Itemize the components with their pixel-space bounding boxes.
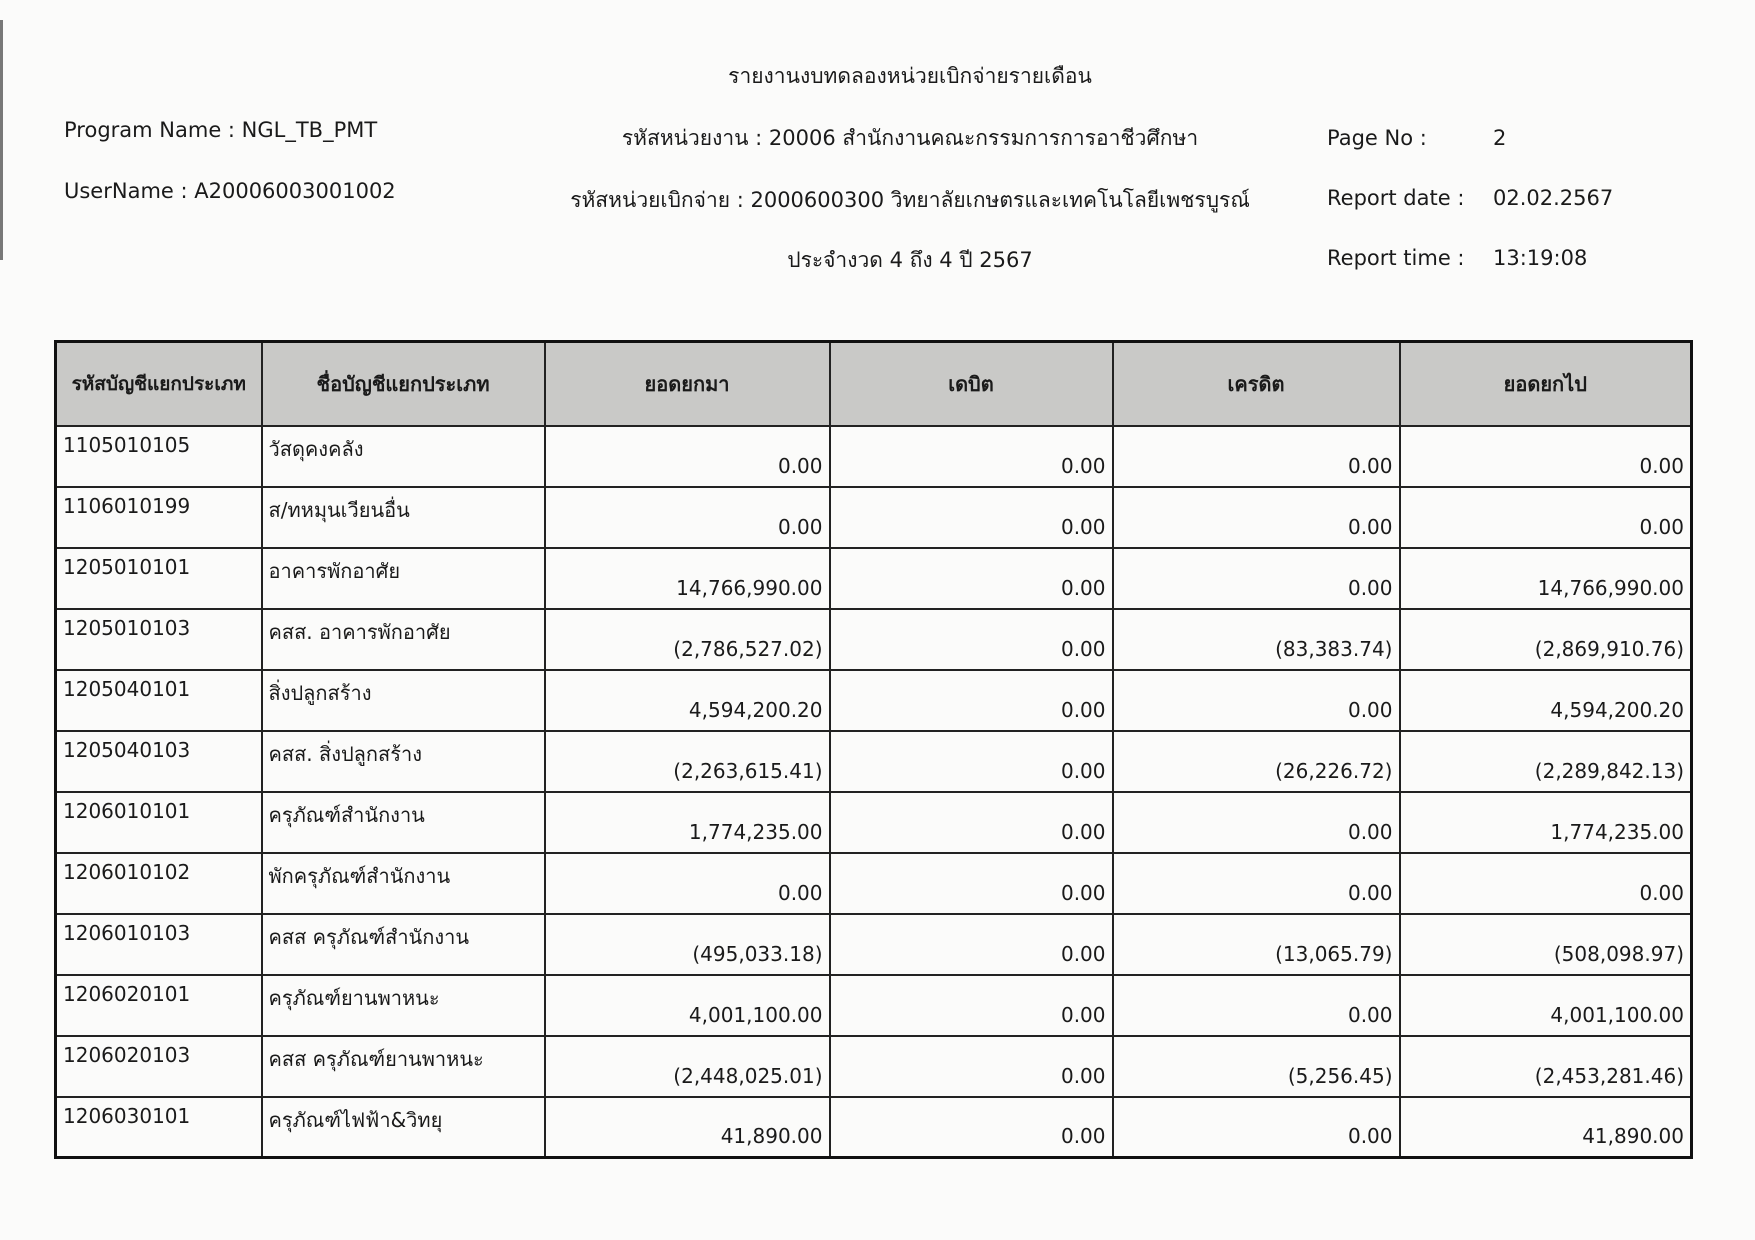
disbursement-unit: รหัสหน่วยเบิกจ่าย : 2000600300 วิทยาลัยเกษตรและเทคโนโลยีเพชรบูรณ์ <box>570 188 1250 212</box>
user-name: UserName : A20006003001002 <box>64 179 396 203</box>
cell-debit: 0.00 <box>830 609 1113 670</box>
cell-credit: 0.00 <box>1113 853 1400 914</box>
cell-account-name: ส/ทหมุนเวียนอื่น <box>262 487 545 548</box>
report-title: รายงานงบทดลองหน่วยเบิกจ่ายรายเดือน <box>728 64 1092 88</box>
table-header-row <box>56 342 1692 426</box>
cell-credit: 0.00 <box>1113 670 1400 731</box>
header-opening-balance: ยอดยกมา <box>545 342 830 426</box>
table-row <box>56 426 1692 487</box>
cell-account-code: 1106010199 <box>56 487 262 548</box>
header-account-name: ชื่อบัญชีแยกประเภท <box>262 342 545 426</box>
cell-account-name: พักครุภัณฑ์สำนักงาน <box>262 853 545 914</box>
cell-opening-balance: 1,774,235.00 <box>545 792 830 853</box>
cell-opening-balance: (2,786,527.02) <box>545 609 830 670</box>
cell-closing-balance: 1,774,235.00 <box>1400 792 1692 853</box>
cell-debit: 0.00 <box>830 1097 1113 1158</box>
cell-account-name: คสส. อาคารพักอาศัย <box>262 609 545 670</box>
cell-closing-balance: (2,453,281.46) <box>1400 1036 1692 1097</box>
cell-account-code: 1206010102 <box>56 853 262 914</box>
cell-opening-balance: 0.00 <box>545 426 830 487</box>
page-no-value: 2 <box>1493 126 1507 150</box>
cell-opening-balance: (2,448,025.01) <box>545 1036 830 1097</box>
cell-account-name: คสส. สิ่งปลูกสร้าง <box>262 731 545 792</box>
cell-account-code: 1205010103 <box>56 609 262 670</box>
cell-opening-balance: (2,263,615.41) <box>545 731 830 792</box>
cell-debit: 0.00 <box>830 853 1113 914</box>
cell-opening-balance: 0.00 <box>545 487 830 548</box>
cell-closing-balance: 41,890.00 <box>1400 1097 1692 1158</box>
report-time-value: 13:19:08 <box>1493 246 1588 270</box>
program-name: Program Name : NGL_TB_PMT <box>64 118 378 142</box>
cell-credit: (83,383.74) <box>1113 609 1400 670</box>
cell-closing-balance: 14,766,990.00 <box>1400 548 1692 609</box>
header-credit: เครดิต <box>1113 342 1400 426</box>
trial-balance-table <box>54 340 1693 1159</box>
report-period: ประจำงวด 4 ถึง 4 ปี 2567 <box>787 248 1033 272</box>
cell-debit: 0.00 <box>830 670 1113 731</box>
cell-debit: 0.00 <box>830 731 1113 792</box>
cell-debit: 0.00 <box>830 487 1113 548</box>
cell-debit: 0.00 <box>830 548 1113 609</box>
cell-closing-balance: 4,001,100.00 <box>1400 975 1692 1036</box>
cell-account-name: วัสดุคงคลัง <box>262 426 545 487</box>
table-row <box>56 792 1692 853</box>
cell-credit: 0.00 <box>1113 548 1400 609</box>
cell-opening-balance: 4,001,100.00 <box>545 975 830 1036</box>
cell-account-name: คสส ครุภัณฑ์สำนักงาน <box>262 914 545 975</box>
cell-closing-balance: 0.00 <box>1400 426 1692 487</box>
page-no-label: Page No : <box>1327 126 1427 150</box>
cell-debit: 0.00 <box>830 792 1113 853</box>
table-row <box>56 1097 1692 1158</box>
report-time-label: Report time : <box>1327 246 1465 270</box>
cell-opening-balance: 14,766,990.00 <box>545 548 830 609</box>
report-date-value: 02.02.2567 <box>1493 186 1614 210</box>
cell-credit: 0.00 <box>1113 1097 1400 1158</box>
cell-debit: 0.00 <box>830 914 1113 975</box>
cell-account-name: คสส ครุภัณฑ์ยานพาหนะ <box>262 1036 545 1097</box>
cell-closing-balance: (2,289,842.13) <box>1400 731 1692 792</box>
table-row <box>56 975 1692 1036</box>
cell-account-name: ครุภัณฑ์ไฟฟ้า&วิทยุ <box>262 1097 545 1158</box>
cell-credit: 0.00 <box>1113 487 1400 548</box>
cell-closing-balance: (508,098.97) <box>1400 914 1692 975</box>
cell-credit: (13,065.79) <box>1113 914 1400 975</box>
cell-credit: (5,256.45) <box>1113 1036 1400 1097</box>
header-debit: เดบิต <box>830 342 1113 426</box>
table-row <box>56 731 1692 792</box>
cell-account-code: 1205040101 <box>56 670 262 731</box>
table-row <box>56 670 1692 731</box>
cell-opening-balance: 41,890.00 <box>545 1097 830 1158</box>
cell-account-code: 1206010101 <box>56 792 262 853</box>
cell-opening-balance: (495,033.18) <box>545 914 830 975</box>
cell-debit: 0.00 <box>830 426 1113 487</box>
cell-closing-balance: (2,869,910.76) <box>1400 609 1692 670</box>
cell-closing-balance: 0.00 <box>1400 487 1692 548</box>
cell-debit: 0.00 <box>830 975 1113 1036</box>
cell-account-name: ครุภัณฑ์ยานพาหนะ <box>262 975 545 1036</box>
table-row <box>56 853 1692 914</box>
cell-debit: 0.00 <box>830 1036 1113 1097</box>
cell-account-code: 1205010101 <box>56 548 262 609</box>
header-account-code: รหัสบัญชีแยกประเภท <box>56 342 262 426</box>
cell-credit: (26,226.72) <box>1113 731 1400 792</box>
table-row <box>56 487 1692 548</box>
cell-account-code: 1206020103 <box>56 1036 262 1097</box>
table-row <box>56 548 1692 609</box>
cell-account-code: 1105010105 <box>56 426 262 487</box>
cell-account-name: อาคารพักอาศัย <box>262 548 545 609</box>
cell-account-code: 1206020101 <box>56 975 262 1036</box>
cell-account-code: 1206030101 <box>56 1097 262 1158</box>
table-row <box>56 1036 1692 1097</box>
cell-account-name: สิ่งปลูกสร้าง <box>262 670 545 731</box>
table-row <box>56 914 1692 975</box>
cell-account-code: 1206010103 <box>56 914 262 975</box>
header-closing-balance: ยอดยกไป <box>1400 342 1692 426</box>
cell-account-code: 1205040103 <box>56 731 262 792</box>
cell-closing-balance: 4,594,200.20 <box>1400 670 1692 731</box>
cell-closing-balance: 0.00 <box>1400 853 1692 914</box>
cell-credit: 0.00 <box>1113 975 1400 1036</box>
table-row <box>56 609 1692 670</box>
cell-opening-balance: 4,594,200.20 <box>545 670 830 731</box>
cell-credit: 0.00 <box>1113 792 1400 853</box>
agency-code: รหัสหน่วยงาน : 20006 สำนักงานคณะกรรมการการอาชีวศึกษา <box>621 126 1199 150</box>
report-date-label: Report date : <box>1327 186 1465 210</box>
cell-account-name: ครุภัณฑ์สำนักงาน <box>262 792 545 853</box>
cell-opening-balance: 0.00 <box>545 853 830 914</box>
cell-credit: 0.00 <box>1113 426 1400 487</box>
